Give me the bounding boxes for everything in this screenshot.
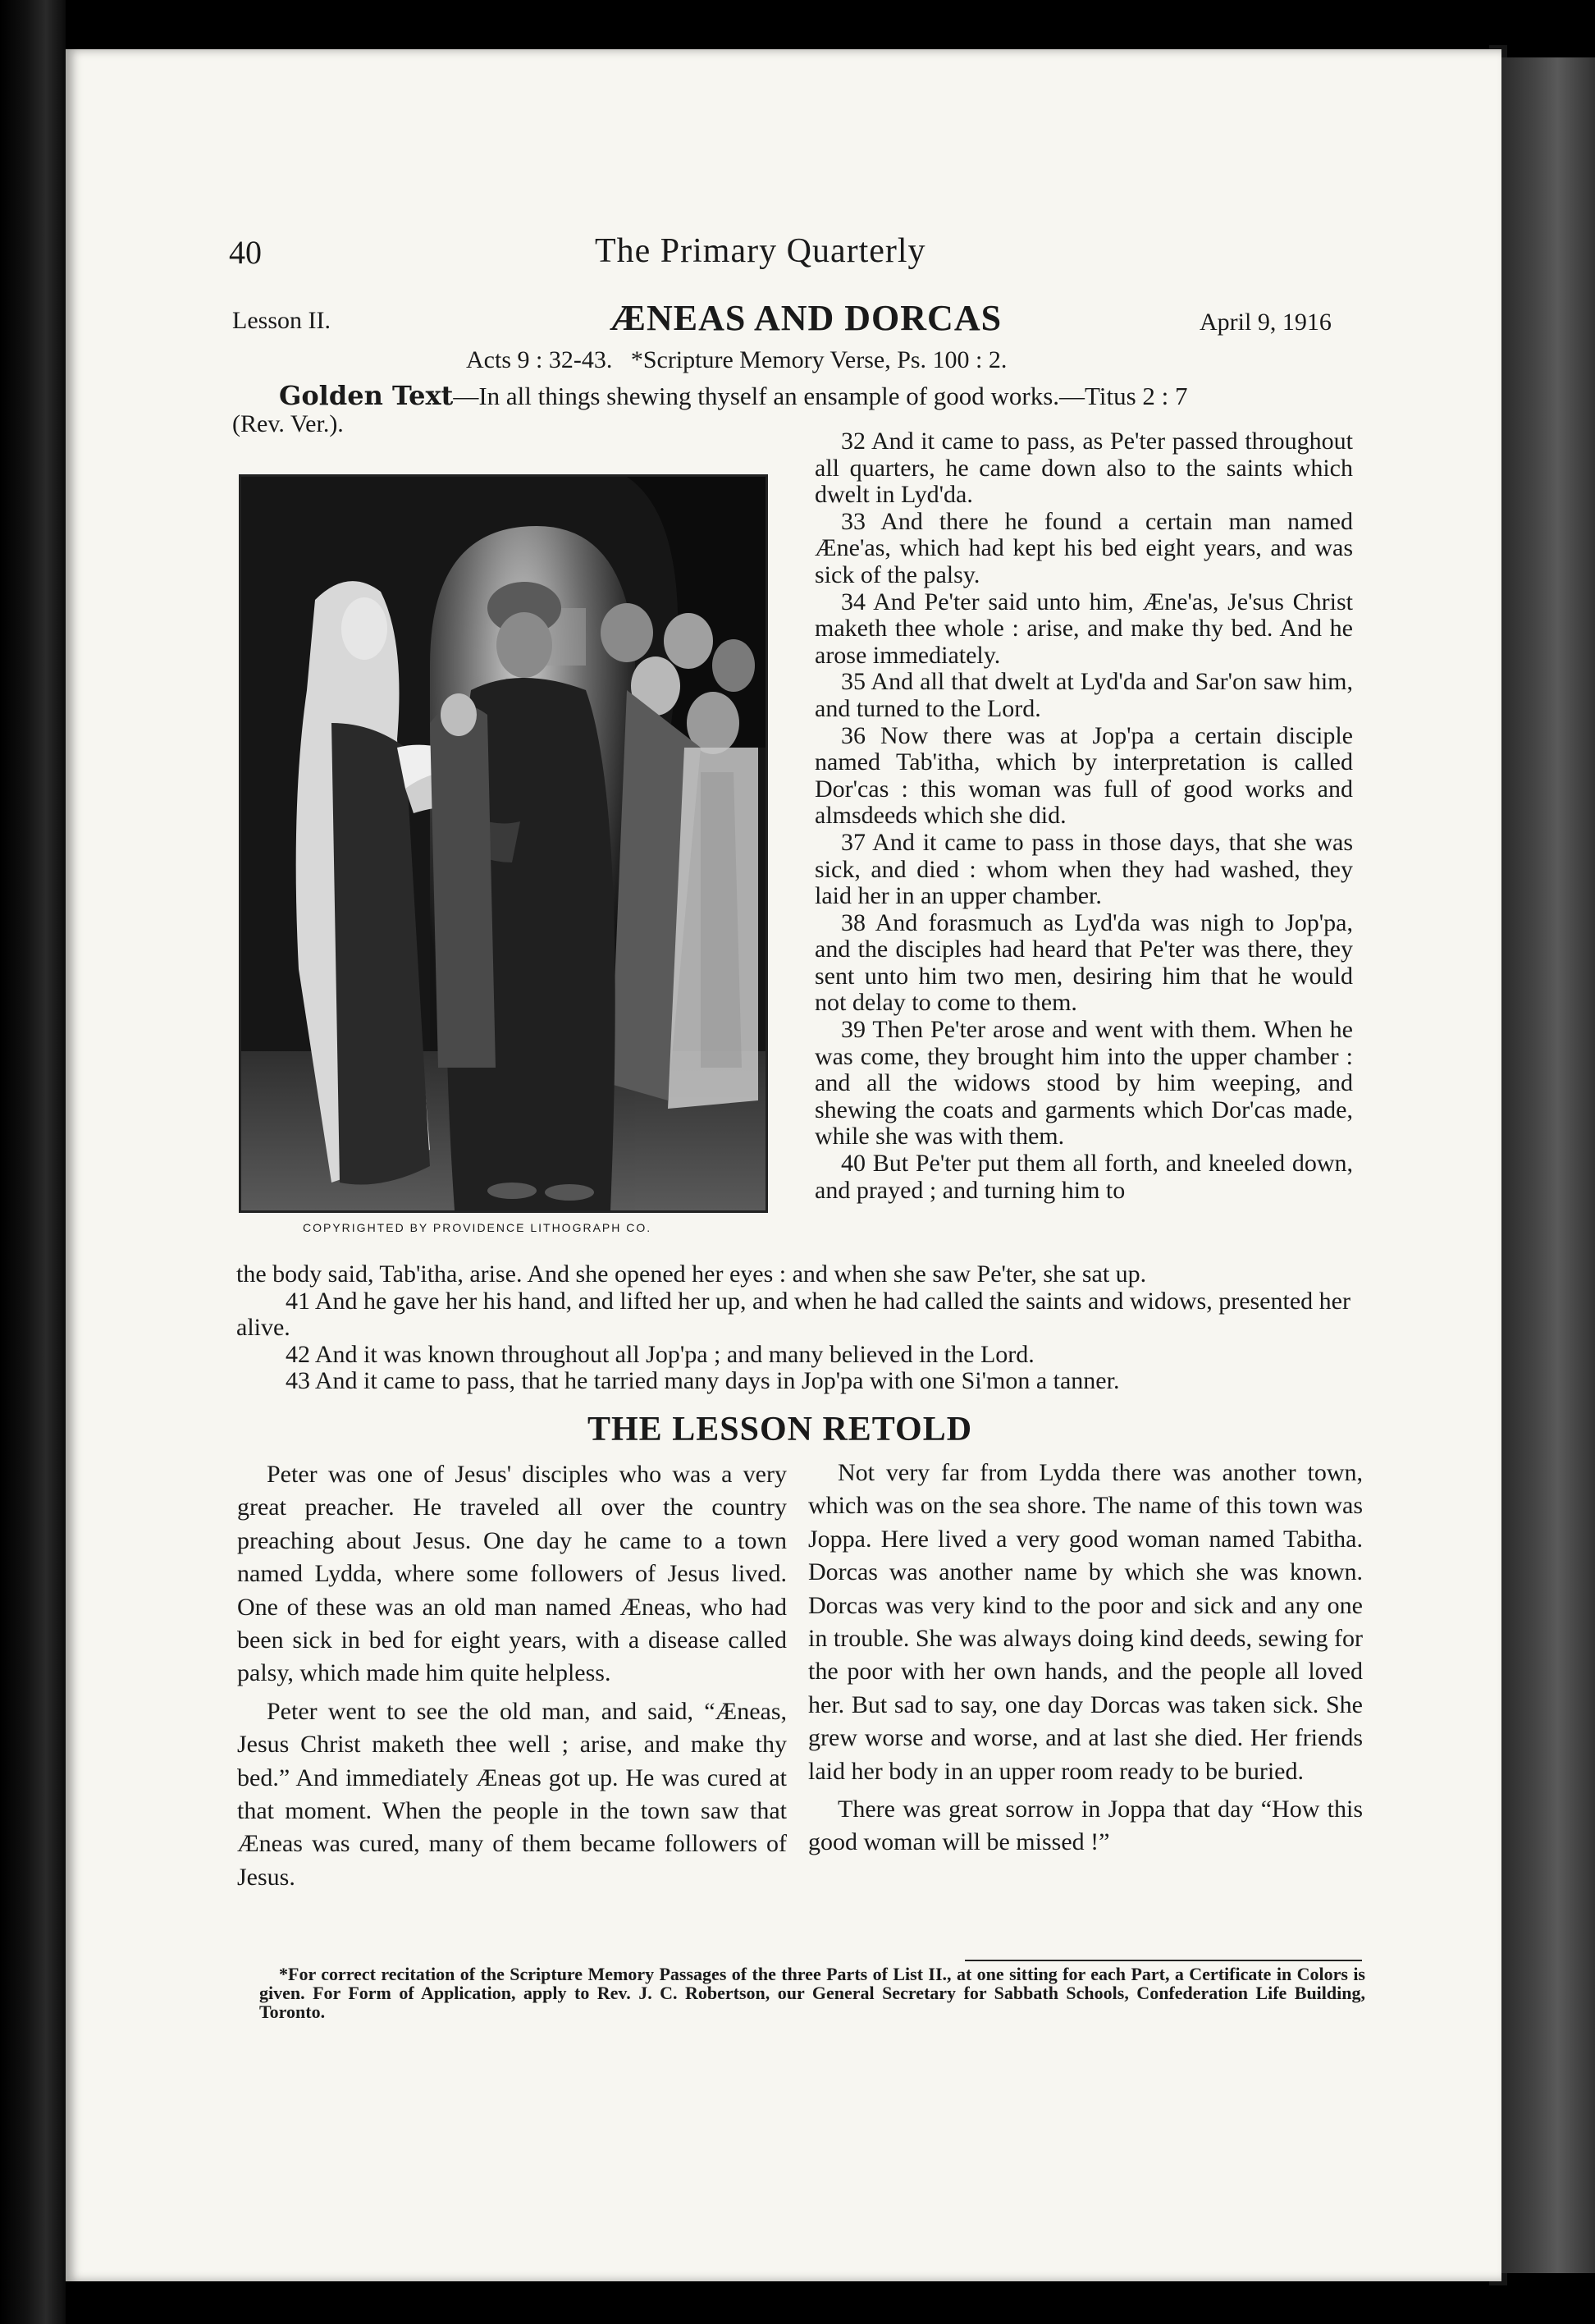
scripture-reference: Acts 9 : 32-43. *Scripture Memory Verse, Ps. 100 : 2. [466,346,1008,373]
book-edge-right [1501,57,1595,2273]
footnote [259,1965,1365,2021]
verse-37: 37 And it came to pass in those days, that she was sick, and died : whom when they had washed, they laid her in an upper chamber. [815,828,1353,910]
scripture-verses-right-column [815,428,1353,1204]
running-title: The Primary Quarterly [595,232,926,270]
retold-paragraph: There was great sorrow in Joppa that day “How this good woman will be missed !” [808,1796,1363,1856]
retold-left-column [237,1458,787,1894]
retold-paragraph: Not very far from Lydda there was another town, which was on the sea shore. The name of this town was Joppa. Here lived a very good woman named Tabitha. Dorcas was another name by which she was known. Dorcas was very kind to the poor and sick and any one in trouble. She was always doing kind deeds, sewing for the poor with her own hands, and the people all loved her. But sad to say, one day Dorcas was taken sick. She grew worse and worse, and at last she died. Her friends laid her body in an upper room ready to be buried. [808,1459,1363,1785]
verse-40-continuation: the body said, Tab'itha, arise. And she opened her eyes : and when she saw Pe'ter, she sat up. [236,1260,1147,1288]
retold-paragraph: Peter was one of Jesus' disciples who was a very great preacher. He traveled all over the country preaching about Jesus. One day he came to a town named Lydda, where some followers of Jesus lived. One of these was an old man named Æneas, who had been sick in bed for eight years, with a disease called palsy, which made him quite helpless. [237,1461,787,1687]
golden-text: —In all things shewing thyself an ensample of good works.—Titus 2 : 7 [453,382,1188,410]
verse-35: 35 And all that dwelt at Lyd'da and Sar'on saw him, and turned to the Lord. [815,668,1353,722]
book-spine-left [0,0,66,2324]
golden-text-label: Golden Text [279,380,454,411]
golden-text-continuation: (Rev. Ver.). [232,410,344,437]
verse-43: 43 And it came to pass, that he tarried many days in Jop'pa with one Si'mon a tanner. [286,1367,1120,1395]
lesson-retold-heading: THE LESSON RETOLD [587,1411,973,1448]
verse-42: 42 And it was known throughout all Jop'pa ; and many believed in the Lord. [286,1340,1035,1368]
verse-41: 41 And he gave her his hand, and lifted her up, and when he had called the saints and widows, presented her alive. [236,1287,1350,1342]
scripture-verses-full-width [236,1261,1359,1395]
illustration-peter-raising-dorcas [239,474,768,1213]
verse-34: 34 And Pe'ter said unto him, Æne'as, Je'sus Christ maketh thee whole : arise, and make thy bed. And he arose immediately. [815,588,1353,669]
lesson-date: April 9, 1916 [1200,309,1332,336]
verse-38: 38 And forasmuch as Lyd'da was nigh to Jop'pa, and the disciples had heard that Pe'ter was there, they sent unto him two men, desiring him that he would not delay to come to them. [815,908,1353,1017]
verse-33: 33 And there he found a certain man named Æne'as, which had kept his bed eight years, and was sick of the palsy. [815,507,1353,588]
footnote-rule [965,1960,1362,1961]
golden-text-line [279,380,1188,411]
verse-39: 39 Then Pe'ter arose and went with them. When he was come, they brought him into the upper chamber : and all the widows stood by him weeping, and shewing the coats and garments which Dor'cas made, while she was with them. [815,1016,1353,1151]
verse-36: 36 Now there was at Jop'pa a certain disciple named Tab'itha, which by interpretation is called Dor'cas : this woman was full of good works and almsdeeds which she did. [815,721,1353,830]
retold-right-column [808,1457,1363,1860]
footnote-text: *For correct recitation of the Scripture Memory Passages of the three Parts of List II., at one sitting for each Part, a Certificate in Colors is given. For Form of Application, apply to Rev. J. C. Robertson, our General Secretary for Sabbath Schools, Confederation Life Building, Toronto. [259,1964,1365,2022]
page-number: 40 [229,234,262,271]
lesson-title: ÆNEAS AND DORCAS [610,298,1003,338]
verse-40: 40 But Pe'ter put them all forth, and kneeled down, and prayed ; and turning him to [815,1150,1353,1204]
verse-32: 32 And it came to pass, as Pe'ter passed throughout all quarters, he came down also to the saints which dwelt in Lyd'da. [815,428,1353,509]
retold-paragraph: Peter went to see the old man, and said, “Æneas, Jesus Christ maketh thee well ; arise, and make thy bed.” And immediately Æneas got up. He was cured at that moment. When the people in the town saw that Æneas was cured, many of them became followers of Jesus. [237,1697,787,1891]
lesson-number: Lesson II. [232,307,331,334]
illustration-credit: COPYRIGHTED BY PROVIDENCE LITHOGRAPH CO. [303,1221,652,1234]
